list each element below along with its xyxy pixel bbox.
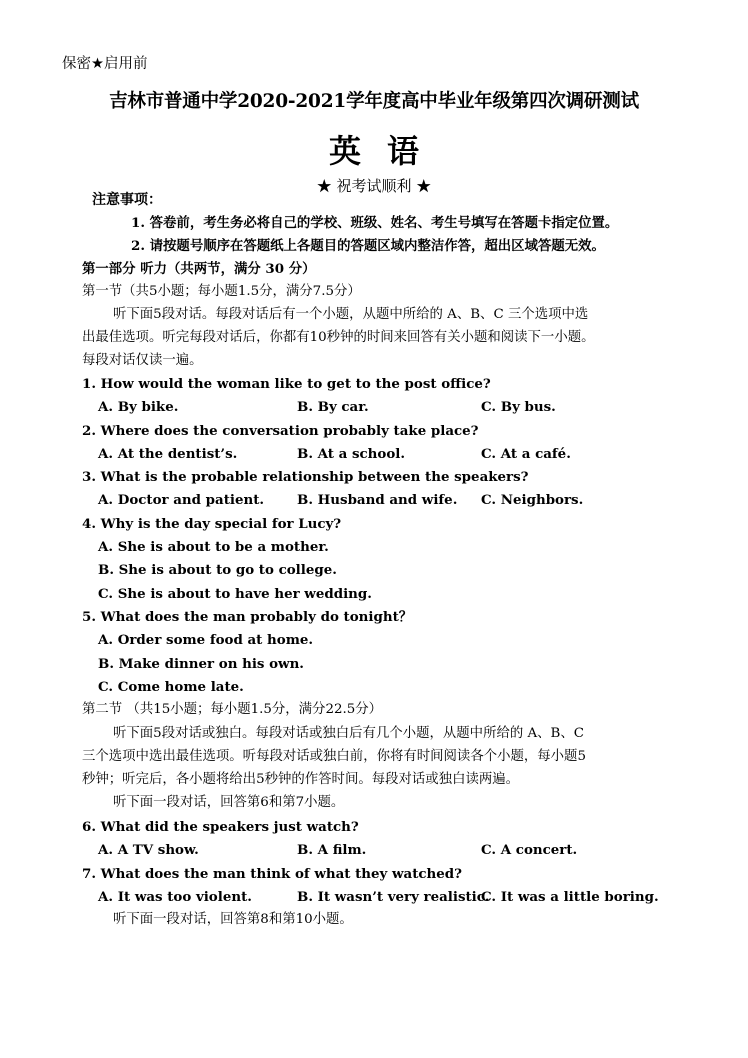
section1-instruction-1: 听下面5段对话。每段对话后有一个小题，从题中所给的 A、B、C 三个选项中选: [113, 307, 589, 322]
q5-option-a: A. Order some food at home.: [98, 632, 314, 648]
q1-option-b: B. By car.: [297, 399, 369, 415]
q7-option-a: A. It was too violent.: [98, 889, 252, 905]
section2-heading: 第二节 （共15小题；每小题1.5分，满分22.5分）: [82, 702, 383, 717]
question-2: 2. Where does the conversation probably take place?: [82, 423, 479, 439]
subject-title: 英语: [328, 132, 445, 170]
q3-option-a: A. Doctor and patient.: [98, 492, 265, 508]
lead-in-q6-q7: 听下面一段对话，回答第6和第7小题。: [113, 795, 345, 810]
q4-option-b: B. She is about to go to college.: [98, 562, 337, 578]
question-7: 7. What does the man think of what they watched?: [82, 866, 463, 882]
q5-option-b: B. Make dinner on his own.: [98, 656, 304, 672]
q1-option-a: A. By bike.: [98, 399, 179, 415]
notes-heading: 注意事项：: [92, 192, 162, 208]
q3-option-c: C. Neighbors.: [481, 492, 584, 508]
section1-instruction-2: 出最佳选项。听完每段对话后，你都有10秒钟的时间来回答有关小题和阅读下一小题。: [82, 330, 595, 345]
section1-instruction-3: 每段对话仅读一遍。: [82, 353, 203, 368]
q1-option-c: C. By bus.: [481, 399, 556, 415]
q4-option-a: A. She is about to be a mother.: [98, 539, 329, 555]
q5-option-c: C. Come home late.: [98, 679, 244, 695]
question-5: 5. What does the man probably do tonight？: [82, 609, 413, 625]
confidential-mark: 保密★启用前: [62, 56, 148, 72]
q4-option-c: C. She is about to have her wedding.: [98, 586, 372, 602]
section2-instruction-2: 三个选项中选出最佳选项。听每段对话或独白前，你将有时间阅读各个小题，每小题5: [82, 749, 586, 764]
q2-option-a: A. At the dentist’s.: [98, 446, 238, 462]
question-6: 6. What did the speakers just watch?: [82, 819, 359, 835]
q2-option-c: C. At a café.: [481, 446, 571, 462]
section1-heading: 第一节（共5小题；每小题1.5分，满分7.5分）: [82, 284, 361, 299]
question-4: 4. Why is the day special for Lucy?: [82, 516, 342, 532]
question-3: 3. What is the probable relationship between the speakers?: [82, 469, 529, 485]
q3-option-b: B. Husband and wife.: [297, 492, 458, 508]
note-item-2: 2. 请按题号顺序在答题纸上各题目的答题区域内整洁作答，超出区域答题无效。: [131, 238, 605, 254]
q7-option-b: B. It wasn’t very realistic.: [297, 889, 490, 905]
lead-in-q8-q10: 听下面一段对话，回答第8和第10小题。: [113, 912, 353, 927]
exam-title: 吉林市普通中学2020-2021学年度高中毕业年级第四次调研测试: [109, 91, 639, 112]
q6-option-c: C. A concert.: [481, 842, 578, 858]
q2-option-b: B. At a school.: [297, 446, 406, 462]
section2-instruction-3: 秒钟；听完后，各小题将给出5秒钟的作答时间。每段对话或独白读两遍。: [82, 772, 520, 787]
q6-option-b: B. A film.: [297, 842, 367, 858]
good-luck-line: ★ 祝考试顺利 ★: [316, 177, 432, 195]
q6-option-a: A. A TV show.: [98, 842, 199, 858]
note-item-1: 1. 答卷前，考生务必将自己的学校、班级、姓名、考生号填写在答题卡指定位置。: [131, 215, 619, 231]
q7-option-c: C. It was a little boring.: [481, 889, 659, 905]
section2-instruction-1: 听下面5段对话或独白。每段对话或独白后有几个小题，从题中所给的 A、B、C: [113, 726, 585, 741]
question-1: 1. How would the woman like to get to the post office?: [82, 376, 491, 392]
part1-heading: 第一部分 听力（共两节，满分 30 分）: [82, 261, 316, 277]
